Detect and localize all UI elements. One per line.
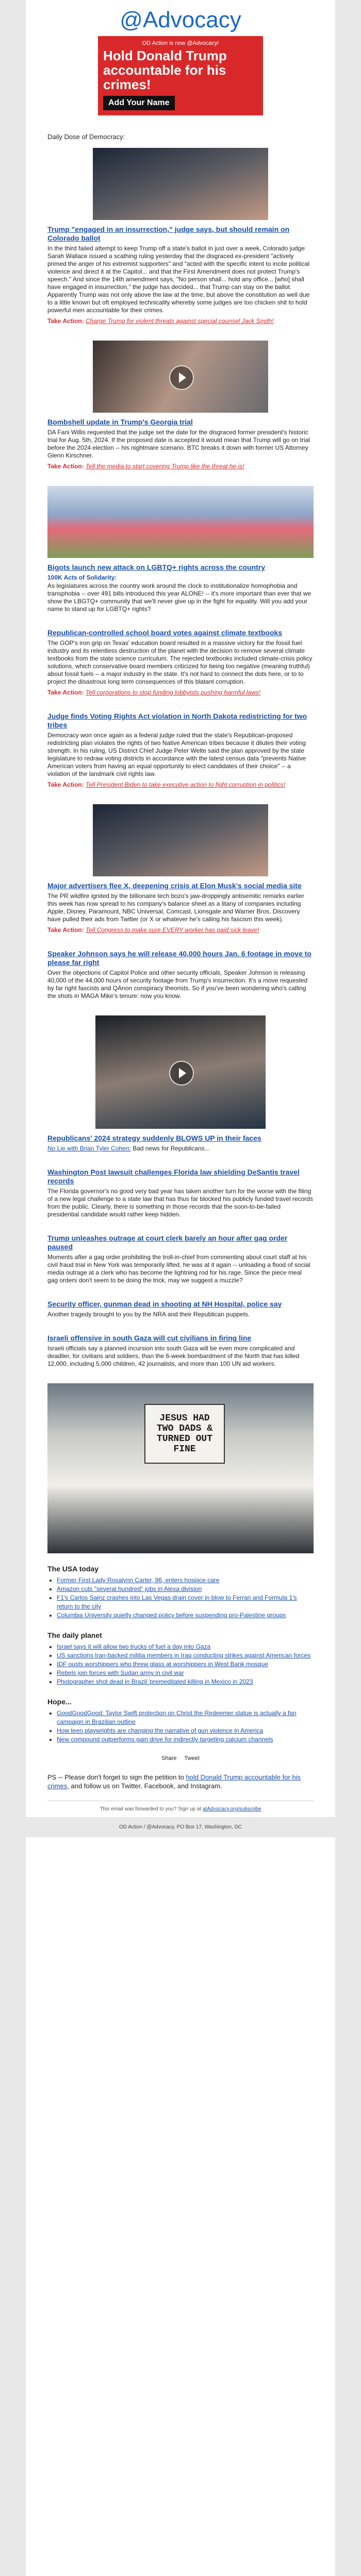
take-action-label: Take Action: — [47, 781, 84, 788]
list-item — [57, 1677, 314, 1686]
news-link[interactable]: Amazon cuts "several hundred" jobs in Alexa division — [57, 1585, 202, 1592]
story-title[interactable]: Judge finds Voting Rights Act violation in North Dakota redistricting for two tribes — [47, 712, 307, 729]
take-action-label: Take Action: — [47, 317, 84, 325]
list-item — [57, 1611, 314, 1620]
story-subtitle-rest: Bad news for Republicans... — [133, 1145, 210, 1152]
take-action-label: Take Action: — [47, 689, 84, 696]
story-title[interactable]: Washington Post lawsuit challenges Florida law shielding DeSantis travel records — [47, 1168, 300, 1185]
story-title[interactable]: Security officer, gunman dead in shooting at NH Hospital, police say — [47, 1300, 282, 1308]
story-nh-shooting — [47, 1300, 314, 1318]
news-link[interactable]: GoodGoodGood: Taylor Swift protection on Christ the Redeemer statue is actually a fan campaign in Brazilian outline — [57, 1709, 297, 1725]
list-item — [57, 1576, 314, 1585]
ps-prefix: PS -- Please don't forget to sign the petition to — [47, 1773, 184, 1781]
news-link[interactable]: Israel says it will allow two trucks of fuel a day into Gaza — [57, 1643, 211, 1650]
petition-banner[interactable] — [98, 36, 263, 115]
story-title[interactable]: Trump unleashes outrage at court clerk barely an hour after gag order paused — [47, 1234, 288, 1251]
story-title[interactable]: Israeli offensive in south Gaza will cut civilians in firing line — [47, 1334, 252, 1342]
footer-text: This email was forwarded to you? Sign up at — [100, 1806, 202, 1812]
bottom-bar: OD Action / @Advocacy, PO Box 17, Washington, DC — [26, 1817, 335, 1837]
take-action — [47, 689, 314, 697]
news-link[interactable]: How teen playwrights are changing the narrative of gun violence in America — [57, 1727, 264, 1734]
story-georgia-trial — [47, 341, 314, 470]
story-photo[interactable] — [93, 148, 268, 220]
take-action-label: Take Action: — [47, 463, 84, 470]
share-button[interactable]: Share — [161, 1755, 177, 1761]
daily-planet-list — [47, 1642, 314, 1686]
video-thumbnail[interactable] — [93, 341, 268, 413]
news-link[interactable]: Photographer shot dead in Brazil 'premeditated killing in Mexico in 2023 — [57, 1678, 253, 1685]
story-photo[interactable] — [47, 486, 314, 558]
story-lgbtq-rights — [47, 486, 314, 613]
petition-link[interactable]: hold Donald Trump accountable for his crimes — [47, 1773, 301, 1790]
story-x-advertisers — [47, 804, 314, 934]
list-item — [57, 1651, 314, 1660]
take-action-link[interactable]: Tell Congress to make sure EVERY worker has paid sick leave! — [86, 926, 259, 934]
story-body: Another tragedy brought to you by the NRA and their Republican puppets. — [47, 1311, 250, 1318]
usa-today-heading: The USA today — [47, 1565, 99, 1573]
story-desantis-records — [47, 1168, 314, 1218]
story-title[interactable]: Bigots launch new attack on LGBTQ+ rights across the country — [47, 563, 266, 571]
story-republican-strategy — [47, 1015, 314, 1153]
take-action-label: Take Action: — [47, 926, 84, 934]
story-body: In the third failed attempt to keep Trump off a state's ballot in just over a week, Colorado judge Sarah Wallace issued a scathing ruling yesterday that the disgraced ex-president "actively primed the anger of his extremist supporters" and "acted with the specific intent to incite political violence and direct it at the Capitol... and that the First Amendment does not protect Trump's speech." And since the 14th amendment says, "No person shall... hold any office... [who] shall have engaged in insurrection," the judge has decided... that Trump can stay on the ballot. Apparently Trump was not only above the law at the time, but above the constitution as well due to a little known but oft employed technicality whereby some judges are too chicken shit to hold powerful men accountable for their crimes. — [47, 245, 310, 314]
take-action-link[interactable]: Charge Trump for violent threats against special counsel Jack Smith! — [86, 317, 274, 325]
protest-sign-text: JESUS HAD TWO DADS & TURNED OUT FINE — [144, 1404, 225, 1464]
story-body: The GOP's iron grip on Texas' education board resulted in a massive victory for the fossil fuel industry and its relentless destruction of the planet with the decision to remove several climate textbooks from the state science curriculum. The rejected textbooks included climate-crisis policy solutions, which conservative board members criticized for being too negative (meaning truthful) about fossil fuels -- a major industry in the state. It's not hard to connect the dots here, or to to project the disastrous long term consequences of this blatant corruption. — [47, 639, 313, 685]
story-photo[interactable] — [93, 804, 268, 876]
story-body: Democracy won once again as a federal judge ruled that the state's Republican-proposed redistricting plan violates the rights of two Native American tribes because it dilutes their voting strength. In his ruling, US District Chief Judge Peter Welte said the plan approved by the state legislature to redraw voting districts in accordance with the latest census data "prevents Native American voters from having an equal opportunity to elect candidates of their choice" -- a violation of the landmark civil rights law. — [47, 732, 306, 777]
story-body: As legislatures across the country work around the clock to institutionalize homophobia and transphobia -- over 491 bills introduced this year ALONE! -- it's more important than ever that we show the LBGTQ+ community that we'll never give up in the fight for equality. Will you add your name to stand up for LGBTQ+ rights? — [47, 582, 311, 613]
story-texas-textbooks — [47, 629, 314, 697]
daily-planet-heading: The daily planet — [47, 1631, 102, 1639]
list-item — [57, 1585, 314, 1594]
subscribe-link[interactable]: atAdvocacy.org/subscribe — [202, 1806, 261, 1812]
take-action — [47, 926, 314, 934]
story-body: The Florida governor's no good very bad year has taken another turn for the worse with the filing of a new legal challenge to a state law that has thus far blocked his publicly funded travel records from the public. Clearly, there is something in those records that the soon-to-be-failed presidential candidate would rather keep hidden. — [47, 1188, 313, 1218]
story-jan6-footage — [47, 950, 314, 1000]
email-container — [26, 0, 335, 2576]
story-colorado-ballot — [47, 148, 314, 325]
news-link[interactable]: Columbia University quietly changed policy before suspending pro-Palestine groups — [57, 1612, 286, 1619]
take-action-link[interactable]: Tell the media to start covering Trump like the threat he is! — [86, 463, 244, 470]
story-title[interactable]: Major advertisers flee X, deepening crisis at Elon Musk's social media site — [47, 882, 302, 890]
story-subtitle[interactable]: 100K Acts of Solidarity: — [47, 574, 117, 581]
news-link[interactable]: F1's Carlos Sainz crashes into Las Vegas drain cover in blow to Ferrari and Formula 1's return to the city — [57, 1594, 297, 1610]
footer — [47, 1801, 314, 1817]
list-item — [57, 1735, 314, 1744]
story-title[interactable]: Bombshell update in Trump's Georgia trial — [47, 418, 193, 426]
list-item — [57, 1660, 314, 1669]
story-subtitle[interactable]: No Lie with Brian Tyler Cohen: — [47, 1145, 131, 1152]
add-your-name-button[interactable]: Add Your Name — [103, 96, 175, 110]
ps-suffix: , and follow us on Twitter, Facebook, and Instagram. — [67, 1782, 222, 1790]
news-link[interactable]: New compound outperforms gain drive for indirectly targeting calcium channels — [57, 1736, 273, 1743]
protest-sign-photo[interactable] — [47, 1383, 314, 1553]
hope-list — [47, 1709, 314, 1744]
story-subtitle-line — [47, 1145, 314, 1153]
story-body: The PR wildfire ignited by the billionaire tech bozo's jaw-droppingly antisemitic remarks earlier this week has now spread to his company's balance sheet as a litany of companies including Apple, Disney, Paramount, NBC Universal, Comcast, Lionsgate and Warner Bros. Discovery have pulled their ads from Twitter (or X or whatever he's calling his fascism this week). — [47, 892, 304, 923]
banner-headline[interactable]: Hold Donald Trump accountable for his crimes! — [103, 48, 227, 92]
story-body: Israeli officials say a planned incursion into south Gaza will be even more complicated and deadlier, for civilians and soldiers, than the 6-week bombardment of the North that has killed 12,000, including 5,000 children, 42 journalists, and more than 100 UN aid workers. — [47, 1345, 300, 1367]
postscript — [47, 1773, 314, 1790]
story-title[interactable]: Republicans' 2024 strategy suddenly BLOWS UP in their faces — [47, 1134, 261, 1142]
tweet-button[interactable]: Tweet — [184, 1755, 200, 1761]
news-link[interactable]: US sanctions Iran-backed militia members in Iraq conducting strikes against American forces — [57, 1652, 311, 1659]
news-link[interactable]: IDF ousts worshippers who threw glass at worshippers in West Bank mosque — [57, 1660, 268, 1668]
banner-notice: OD Action is now @Advocacy! — [142, 40, 219, 46]
news-link[interactable]: Rebels join forces with Sudan army in civil war — [57, 1669, 184, 1676]
hope-heading: Hope... — [47, 1698, 72, 1706]
list-item — [57, 1669, 314, 1677]
play-icon[interactable] — [169, 365, 194, 390]
list-item — [57, 1709, 314, 1726]
story-trump-gag-order — [47, 1234, 314, 1284]
story-north-dakota — [47, 712, 314, 789]
take-action-link[interactable]: Tell corporations to stop funding lobbyists pushing harmful laws! — [86, 689, 261, 696]
advocacy-logo[interactable]: @Advocacy — [120, 7, 241, 32]
story-gaza-offensive — [47, 1334, 314, 1368]
story-body: Over the objections of Capitol Police and other security officials, Speaker Johnson is releasing 40,000 of the 44,000 hours of security footage from Trump's insurrection. It's a move requested by far right fascists and QAnon conspiracy theorists. So if you've been wondering who's calling the shots in MAGA Mike's tenure: now you know. — [47, 969, 308, 999]
story-body: DA Fani Willis requested that the judge set the date for the disgraced former president's historic trial for Aug. 5th, 2024. If the proposed date is accepted it would mean that Trump will go on trial before the 2024 election -- his nightmare scenario. BTC breaks it down with former US Attorney Glenn Kirschner. — [47, 429, 310, 459]
story-title[interactable]: Republican-controlled school board votes against climate textbooks — [47, 629, 283, 637]
play-icon[interactable] — [169, 1061, 194, 1086]
list-item — [57, 1642, 314, 1651]
list-item — [57, 1726, 314, 1735]
story-title[interactable]: Speaker Johnson says he will release 40,000 hours Jan. 6 footage in move to please far right — [47, 950, 311, 967]
story-title[interactable]: Trump "engaged in an insurrection," judge says, but should remain on Colorado ballot — [47, 225, 290, 242]
take-action — [47, 781, 314, 789]
take-action — [47, 317, 314, 325]
share-bar — [47, 1755, 314, 1761]
news-link[interactable]: Former First Lady Rosalynn Carter, 96, enters hospice care — [57, 1577, 220, 1584]
video-thumbnail[interactable] — [95, 1015, 266, 1129]
daily-dose-intro: Daily Dose of Democracy: — [47, 133, 125, 141]
list-item — [57, 1594, 314, 1611]
take-action-link[interactable]: Tell President Biden to take executive action to fight corruption in politics! — [86, 781, 286, 788]
usa-today-list — [47, 1576, 314, 1620]
take-action — [47, 463, 314, 470]
story-body: Moments after a gag order prohibiting the troll-in-chief from commenting about court staff at his civil fraud trial in New York was temporarily lifted, he was at it again -- unloading a flood of social media outrage at a clerk who has become the lightning rod for his rage. Since the piece meal gag orders don't seem to be doing the trick, may we suggest a muzzle? — [47, 1253, 310, 1284]
